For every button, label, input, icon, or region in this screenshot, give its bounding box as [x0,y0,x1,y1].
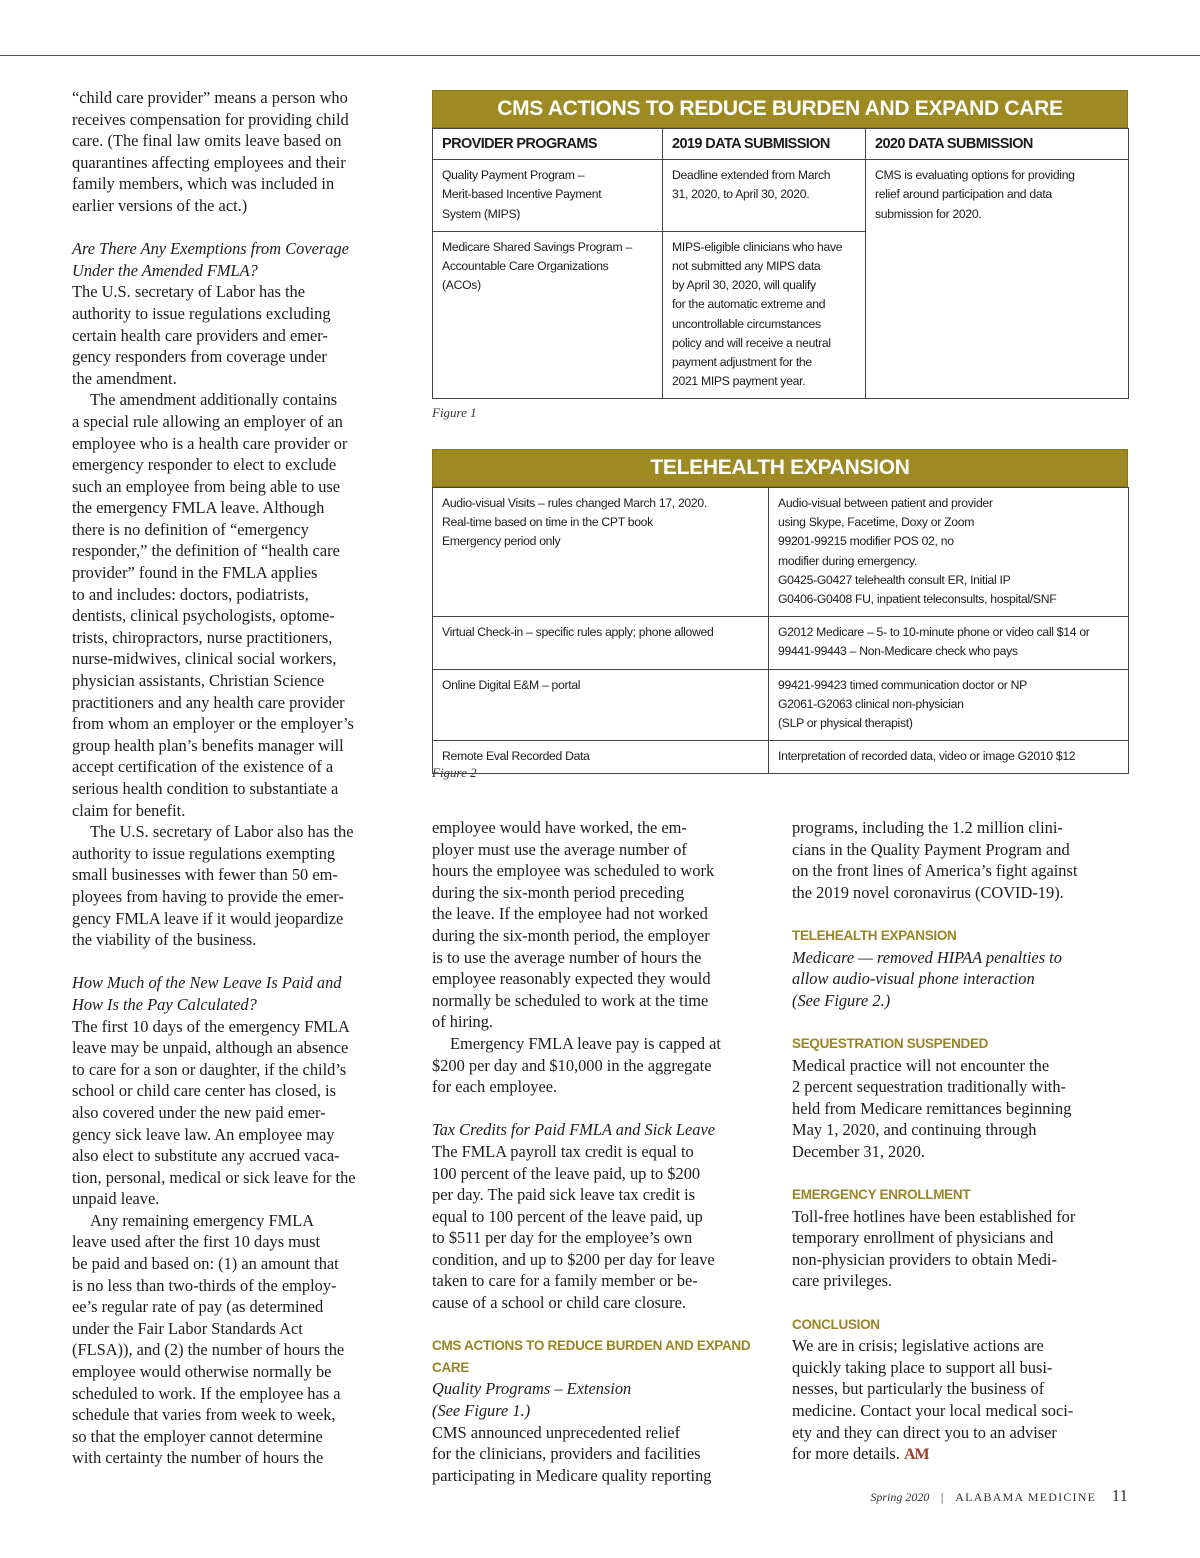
text-line: be paid and based on: (1) an amount that [72,1254,339,1274]
text-line: How Much of the New Leave Is Paid and [72,973,342,993]
table-cell [433,160,663,232]
paragraph [432,1141,772,1314]
text-line: 2 percent sequestration traditionally with- [792,1077,1067,1097]
text-line: relief around participation and data [875,187,1052,202]
table-row [433,488,1129,617]
text-line: 2021 MIPS payment year. [672,374,806,389]
text-line: not submitted any MIPS data [672,259,821,274]
cms-actions-table [432,128,1129,399]
table-row [433,669,1129,741]
paragraph [72,1210,410,1469]
text-line: G0425-G0427 telehealth consult ER, Initial IP [778,572,1011,587]
figure-2-title: TELEHEALTH EXPANSION [432,449,1128,487]
text-line: The FMLA payroll tax credit is equal to [432,1141,694,1161]
text-line: temporary enrollment of physicians and [792,1228,1054,1248]
column-header: PROVIDER PROGRAMS [433,129,663,160]
paragraph [72,821,410,951]
subheading-tax-credits [432,1119,772,1141]
subheading-leave-pay [72,972,410,1015]
article-column-3 [792,817,1132,1466]
text-line: System (MIPS) [442,206,521,221]
paragraph [72,389,410,821]
table-cell [769,617,1129,669]
text-line: for the automatic extreme and [672,297,826,312]
article-column-1 [72,87,410,1469]
text-line: 99421-99423 timed communication doctor or NP [778,677,1027,692]
text-line: the viability of the business. [72,930,257,950]
text-line: under the Fair Labor Standards Act [72,1318,303,1338]
text-line: care privileges. [792,1271,893,1291]
text-line: scheduled to work. If the employee has a [72,1383,341,1403]
text-line: care. (The final law omits leave based on [72,131,342,151]
table-cell [433,741,769,774]
text-line: using Skype, Facetime, Doxy or Zoom [778,515,975,530]
figure-1-caption: Figure 1 [432,405,477,420]
text-line: employee who is a health care provider or [72,433,348,453]
text-line: emergency responder to elect to exclude [72,455,337,475]
table-row [433,741,1129,774]
table-cell [663,231,866,399]
text-line: practitioners and any health care provider [72,692,345,712]
table-cell [433,669,769,741]
text-line: provider” found in the FMLA applies [72,563,318,583]
text-line: to care for a son or daughter, if the child’s [72,1059,347,1079]
table-row [433,617,1129,669]
text-line: with certainty the number of hours the [72,1448,324,1468]
text-line: Merit-based Incentive Payment [442,187,602,202]
text-line: May 1, 2020, and continuing through [792,1120,1037,1140]
text-line: family members, which was included in [72,174,335,194]
text-line: quickly taking place to support all busi- [792,1357,1053,1377]
text-line: The amendment additionally contains [90,390,338,410]
text-line: payment adjustment for the [672,355,812,370]
text-line: December 31, 2020. [792,1141,925,1161]
text-line: Accountable Care Organizations [442,259,609,274]
text-line: equal to 100 percent of the leave paid, up [432,1206,703,1226]
am-end-mark: AM [903,1446,929,1464]
text-line: Emergency FMLA leave pay is capped at [450,1033,721,1053]
text-line: allow audio-visual phone interaction [792,969,1035,989]
paragraph [432,1422,772,1487]
text-line: (ACOs) [442,278,481,293]
table-cell [433,617,769,669]
text-line: per day. The paid sick leave tax credit is [432,1185,696,1205]
text-line: there is no definition of “emergency [72,519,309,539]
text-line: Medical practice will not encounter the [792,1055,1050,1075]
issue-label: Spring 2020 [870,1490,930,1504]
text-line: Medicare Shared Savings Program – [442,239,632,254]
paragraph [72,281,410,389]
text-line: submission for 2020. [875,206,982,221]
last-line-text: for more details. [792,1444,900,1464]
text-line: is no less than two-thirds of the employ- [72,1275,337,1295]
text-line: Virtual Check-in – specific rules apply; phone allowed [442,625,714,640]
text-line: certain health care providers and emer- [72,325,328,345]
text-line: gency responders from coverage under [72,347,327,367]
text-line: normally be scheduled to work at the time [432,990,709,1010]
text-line: tion, personal, medical or sick leave for the [72,1167,356,1187]
text-line: the amendment. [72,368,177,388]
page-number: 11 [1111,1486,1128,1505]
column-header: 2019 DATA SUBMISSION [663,129,866,160]
text-line: employee would have worked, the em- [432,818,687,837]
text-line: authority to issue regulations excluding [72,303,331,323]
text-line: earlier versions of the act.) [72,195,248,215]
text-line: the leave. If the employee had not worked [432,904,708,924]
text-line: the 2019 novel coronavirus (COVID-19). [792,882,1064,902]
text-line: responder,” the definition of “health care [72,541,340,561]
text-line: 31, 2020, to April 30, 2020. [672,187,810,202]
text-line: school or child care center has closed, is [72,1081,336,1101]
text-line: medicine. Contact your local medical soci- [792,1401,1074,1421]
table-cell [769,488,1129,617]
text-line: serious health condition to substantiate a [72,779,339,798]
text-line: uncontrollable circumstances [672,316,821,331]
table-cell [769,741,1129,774]
text-line: such an employee from being able to use [72,476,341,496]
article-column-2 [432,817,772,1486]
footer-separator: | [940,1490,944,1504]
text-line: schedule that varies from week to week, [72,1405,336,1425]
column-header: 2020 DATA SUBMISSION [866,129,1129,160]
text-line: Any remaining emergency FMLA [90,1210,315,1230]
text-line: ety and they can direct you to an adviser [792,1422,1057,1442]
text-line: condition, and up to $200 per day for leave [432,1249,715,1269]
text-line: employee reasonably expected they would [432,969,711,989]
table-cell [769,669,1129,741]
text-line: dentists, clinical psychologists, optome- [72,606,335,626]
paragraph [792,1055,1132,1163]
text-line: G0406-G0408 FU, inpatient teleconsults, hospital/SNF [778,592,1057,607]
text-line: group health plan’s benefits manager will [72,735,344,755]
text-line: cians in the Quality Payment Program and [792,839,1070,859]
text-line: Tax Credits for Paid FMLA and Sick Leave [432,1120,716,1140]
text-line: nurse-midwives, clinical social workers, [72,649,337,669]
paragraph-last-line [792,1443,1132,1466]
figure-1-title: CMS ACTIONS TO REDUCE BURDEN AND EXPAND CARE [432,90,1128,128]
text-line: cause of a school or child care closure. [432,1293,686,1313]
text-line: Quality Payment Program – [442,168,585,183]
text-line: Real-time based on time in the CPT book [442,515,653,530]
text-line: programs, including the 1.2 million clini- [792,818,1063,837]
text-line: non-physician providers to obtain Medi- [792,1249,1057,1269]
text-line: to and includes: doctors, podiatrists, [72,584,309,604]
text-line: employee would otherwise normally be [72,1362,332,1382]
text-line: also elect to substitute any accrued vaca- [72,1146,340,1166]
text-line: on the front lines of America’s fight against [792,861,1078,881]
paragraph [72,1016,410,1210]
figure-2-table [432,449,1128,774]
text-line: (FLSA)), and (2) the number of hours the [72,1340,345,1360]
text-line: the emergency FMLA leave. Although [72,498,325,518]
section-heading-conclusion: CONCLUSION [792,1316,880,1332]
paragraph [792,1335,1132,1443]
text-line: during the six-month period, the employer [432,925,710,945]
text-line: (SLP or physical therapist) [778,716,913,731]
text-line: Interpretation of recorded data, video or image G2010 $12 [778,749,1076,764]
table-header-row [433,129,1129,160]
text-line: for the clinicians, providers and facilities [432,1444,701,1464]
text-line: by April 30, 2020, will qualify [672,278,816,293]
text-line: claim for benefit. [72,800,186,820]
text-line: leave may be unpaid, although an absence [72,1038,349,1058]
text-line: of hiring. [432,1012,494,1032]
text-line: Audio-visual Visits – rules changed March 17, 2020. [442,496,707,510]
text-line: The first 10 days of the emergency FMLA [72,1016,350,1036]
text-line: quarantines affecting employees and their [72,152,346,172]
text-line: physician assistants, Christian Science [72,671,325,691]
text-line: from whom an employer or the employer’s [72,714,354,734]
text-line: CMS announced unprecedented relief [432,1422,681,1442]
text-line: Are There Any Exemptions from Coverage [72,239,349,259]
section-heading-enrollment: EMERGENCY ENROLLMENT [792,1187,971,1203]
text-line: ployees from having to provide the emer- [72,886,344,906]
table-cell [433,488,769,617]
publication-name: ALABAMA MEDICINE [955,1490,1097,1504]
text-line: Audio-visual between patient and provider [778,496,993,510]
text-line: Toll-free hotlines have been established for [792,1206,1076,1226]
text-line: Quality Programs – Extension [432,1379,632,1399]
table-row [433,160,1129,232]
text-line: $200 per day and $10,000 in the aggregate [432,1055,712,1075]
text-line: Online Digital E&M – portal [442,677,581,692]
text-line: ployer must use the average number of [432,839,687,859]
text-line: accept certification of the existence of a [72,757,334,777]
subheading-exemptions [72,238,410,281]
text-line: Under the Amended FMLA? [72,260,258,280]
text-line: Deadline extended from March [672,168,831,183]
paragraph [792,817,1132,903]
paragraph [432,1033,772,1098]
telehealth-table [432,487,1129,774]
text-line: small businesses with fewer than 50 em- [72,865,338,885]
text-line: 99201-99215 modifier POS 02, no [778,534,954,549]
text-line: MIPS-eligible clinicians who have [672,239,843,254]
text-line: held from Medicare remittances beginning [792,1098,1072,1118]
paragraph [792,1206,1132,1292]
text-line: taken to care for a family member or be- [432,1271,698,1291]
text-line: nesses, but particularly the business of [792,1379,1045,1399]
subheading-telehealth [792,947,1132,1012]
text-line: “child care provider” means a person who [72,88,348,107]
paragraph [72,87,410,217]
text-line: participating in Medicare quality reporting [432,1465,712,1485]
text-line: CMS is evaluating options for providing [875,168,1075,183]
text-line: so that the employer cannot determine [72,1426,323,1446]
text-line: Medicare — removed HIPAA penalties to [792,947,1062,967]
text-line: The U.S. secretary of Labor has the [72,282,306,302]
text-line: 99441-99443 – Non-Medicare check who pays [778,644,1018,659]
text-line: hours the employee was scheduled to work [432,861,715,881]
text-line: leave used after the first 10 days must [72,1232,321,1252]
text-line: unpaid leave. [72,1189,160,1209]
section-heading-sequestration: SEQUESTRATION SUSPENDED [792,1035,989,1051]
text-line: during the six-month period preceding [432,882,685,902]
text-line: The U.S. secretary of Labor also has the [90,822,354,842]
subheading-quality-programs [432,1378,772,1421]
text-line: a special rule allowing an employer of an [72,411,343,431]
section-heading-cms: CMS ACTIONS TO REDUCE BURDEN AND EXPAND CARE [432,1338,751,1375]
text-line: gency sick leave law. An employee may [72,1124,335,1144]
text-line: Remote Eval Recorded Data [442,749,590,764]
text-line: to $511 per day for the employee’s own [432,1228,693,1248]
text-line: trists, chiropractors, nurse practitioners, [72,627,333,647]
page-footer [870,1486,1128,1506]
figure-1-table [432,90,1128,399]
text-line: authority to issue regulations exempting [72,843,336,863]
text-line: receives compensation for providing child [72,109,349,129]
text-line: also covered under the new paid emer- [72,1102,326,1122]
text-line: G2061-G2063 clinical non-physician [778,696,964,711]
figure-2-caption: Figure 2 [432,765,477,780]
text-line: gency FMLA leave if it would jeopardize [72,908,344,928]
paragraph [432,817,772,1033]
top-rule [0,55,1200,56]
text-line: is to use the average number of hours the [432,947,702,967]
text-line: policy and will receive a neutral [672,335,831,350]
section-heading-telehealth: TELEHEALTH EXPANSION [792,927,957,943]
text-line: 100 percent of the leave paid, up to $200 [432,1163,701,1183]
text-line: How Is the Pay Calculated? [72,994,257,1014]
table-cell [663,160,866,232]
text-line: Emergency period only [442,534,561,549]
text-line: (See Figure 1.) [432,1401,531,1421]
table-cell [866,160,1129,399]
text-line: (See Figure 2.) [792,990,891,1010]
text-line: G2012 Medicare – 5- to 10-minute phone or video call $14 or [778,625,1090,640]
text-line: for each employee. [432,1077,558,1097]
text-line: modifier during emergency. [778,553,917,568]
text-line: We are in crisis; legislative actions are [792,1336,1044,1356]
text-line: ee’s regular rate of pay (as determined [72,1297,324,1317]
table-cell [433,231,663,399]
